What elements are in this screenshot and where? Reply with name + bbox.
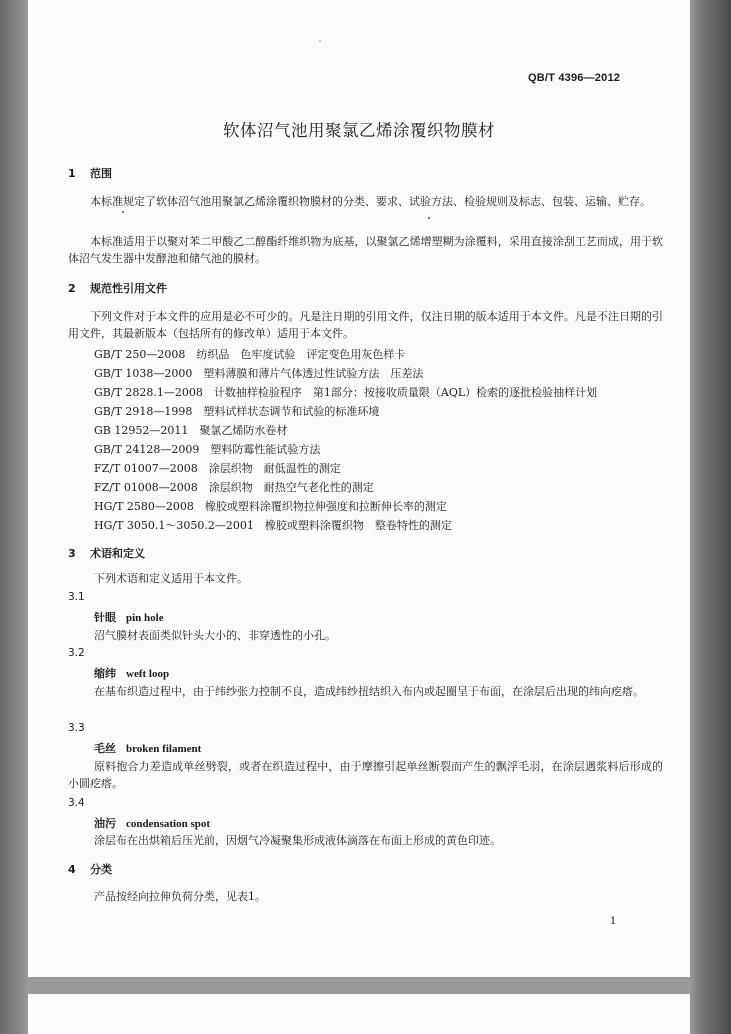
term-en: weft loop bbox=[126, 668, 170, 680]
section-number: 1 bbox=[68, 167, 76, 180]
term-definition: 在基布织造过程中，由于纬纱张力控制不良，造成纬纱扭结织入布内或起圈呈于布面，在涂层后出现的纬向疙瘩。 bbox=[94, 685, 644, 698]
section-title: 规范性引用文件 bbox=[90, 282, 167, 295]
reference-item: HG/T 2580—2008 橡胶或塑料涂覆织物拉伸强度和拉断伸长率的测定 bbox=[94, 500, 447, 513]
section-1-heading bbox=[68, 165, 112, 181]
reference-item: GB/T 24128—2009 塑料防霉性能试验方法 bbox=[94, 443, 321, 456]
reference-item: FZ/T 01007—2008 涂层织物 耐低温性的测定 bbox=[94, 462, 341, 475]
term-definition: 涂层布在出烘箱后压光前，因烟气冷凝聚集形成液体滴落在布面上形成的黄色印迹。 bbox=[94, 834, 501, 847]
section-number: 4 bbox=[68, 863, 76, 876]
reference-item: GB/T 2918—1998 塑料试样状态调节和试验的标准环境 bbox=[94, 405, 380, 418]
term-number: 3.3 bbox=[68, 722, 85, 734]
term-en: condensation spot bbox=[126, 818, 211, 830]
paragraph: 下列术语和定义适用于本文件。 bbox=[94, 572, 248, 585]
section-number: 3 bbox=[68, 547, 76, 560]
term-heading bbox=[94, 609, 164, 625]
term-number: 3.1 bbox=[68, 591, 85, 603]
section-3-heading bbox=[68, 545, 145, 561]
next-page-edge bbox=[28, 994, 690, 1034]
page-number: 1 bbox=[610, 916, 617, 927]
reference-item: GB 12952—2011 聚氯乙烯防水卷材 bbox=[94, 424, 288, 437]
paragraph: 下列文件对于本文件的应用是必不可少的。凡是注日期的引用文件，仅注日期的版本适用于本文件。凡是不注日期的引用文件，其最新版本（包括所有的修改单）适用于本文件。 bbox=[68, 310, 663, 340]
document-page bbox=[28, 0, 690, 977]
term-definition: 原料抱合力差造成单丝劈裂，或者在织造过程中，由于摩擦引起单丝断裂而产生的飘浮毛羽，在涂层遇浆料后形成的小圆疙瘩。 bbox=[68, 760, 663, 790]
paragraph: 本标准规定了软体沼气池用聚氯乙烯涂覆织物膜材的分类、要求、试验方法、检验规则及标志、包装、运输、贮存。 bbox=[90, 195, 651, 208]
term-en: broken filament bbox=[126, 743, 202, 755]
scan-speck bbox=[428, 217, 430, 219]
term-heading bbox=[94, 665, 169, 681]
paragraph: 产品按经向拉伸负荷分类，见表1。 bbox=[94, 890, 266, 903]
section-title: 范围 bbox=[90, 167, 112, 180]
term-heading bbox=[94, 740, 201, 756]
term-number: 3.2 bbox=[68, 647, 85, 659]
reference-item: GB/T 250—2008 纺织品 色牢度试验 评定变色用灰色样卡 bbox=[94, 348, 406, 361]
standard-number: QB/T 4396—2012 bbox=[528, 72, 621, 84]
paragraph: 本标准适用于以聚对苯二甲酸乙二醇酯纤维织物为底基，以聚氯乙烯增塑糊为涂覆料，采用直接涂刮工艺而成，用于软体沼气发生器中发酵池和储气池的膜材。 bbox=[68, 235, 663, 265]
section-title: 术语和定义 bbox=[90, 547, 145, 560]
term-zh: 针眼 bbox=[94, 611, 116, 624]
term-zh: 油污 bbox=[94, 817, 116, 830]
reference-item: GB/T 2828.1—2008 计数抽样检验程序 第1部分：按接收质量限（AQL）检索的逐批检验抽样计划 bbox=[94, 386, 598, 399]
section-title: 分类 bbox=[90, 863, 112, 876]
section-4-heading bbox=[68, 861, 112, 877]
reference-item: FZ/T 01008—2008 涂层织物 耐热空气老化性的测定 bbox=[94, 481, 374, 494]
reference-item: GB/T 1038—2000 塑料薄膜和薄片气体透过性试验方法 压差法 bbox=[94, 367, 424, 380]
reference-item: HG/T 3050.1～3050.2—2001 橡胶或塑料涂覆织物 整卷特性的测定 bbox=[94, 519, 452, 532]
term-zh: 缩纬 bbox=[94, 667, 116, 680]
term-en: pin hole bbox=[126, 612, 164, 624]
document-title: 软体沼气池用聚氯乙烯涂覆织物膜材 bbox=[223, 121, 495, 140]
scan-speck bbox=[122, 211, 124, 213]
term-heading bbox=[94, 815, 210, 831]
term-number: 3.4 bbox=[68, 797, 85, 809]
term-definition: 沼气膜材表面类似针头大小的、非穿透性的小孔。 bbox=[94, 629, 336, 642]
term-zh: 毛丝 bbox=[94, 742, 116, 755]
section-number: 2 bbox=[68, 282, 76, 295]
section-2-heading bbox=[68, 280, 167, 296]
scan-speck bbox=[319, 40, 321, 42]
